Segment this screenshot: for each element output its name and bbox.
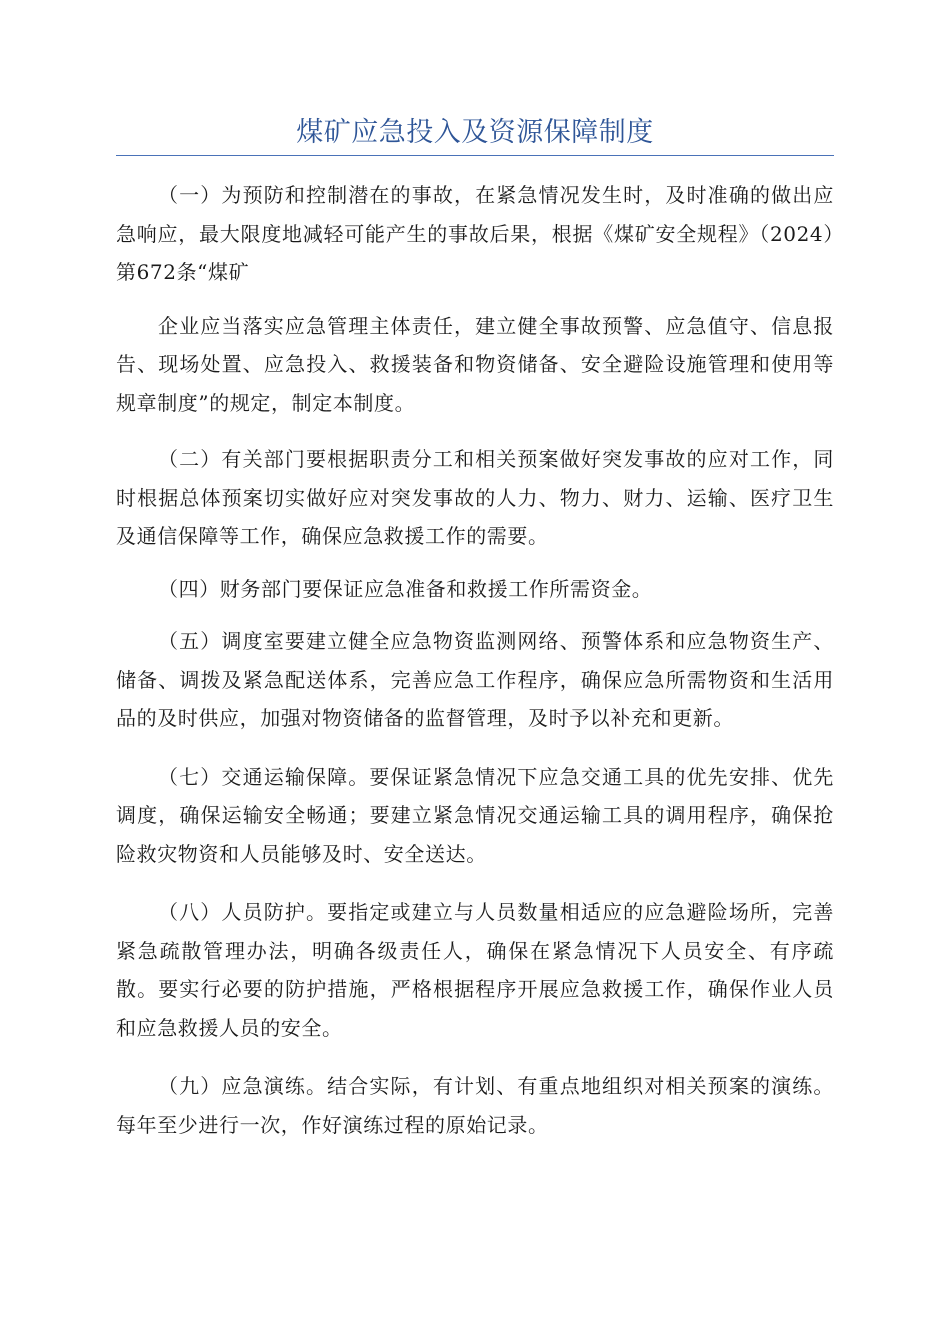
paragraph-3: （二）有关部门要根据职责分工和相关预案做好突发事故的应对工作，同时根据总体预案切实做好应对突发事故的人力、物力、财力、运输、医疗卫生及通信保障等工作，确保应急救援工作的需要。 <box>116 447 834 548</box>
title-underline <box>116 155 834 156</box>
paragraph-8: （九）应急演练。结合实际，有计划、有重点地组织对相关预案的演练。每年至少进行一次，作好演练过程的原始记录。 <box>116 1074 834 1137</box>
paragraph-5: （五）调度室要建立健全应急物资监测网络、预警体系和应急物资生产、储备、调拨及紧急配送体系，完善应急工作程序，确保应急所需物资和生活用品的及时供应，加强对物资储备的监督管理，及时予以补充和更新。 <box>116 629 834 730</box>
paragraph-6: （七）交通运输保障。要保证紧急情况下应急交通工具的优先安排、优先调度，确保运输安全畅通；要建立紧急情况交通运输工具的调用程序，确保抢险救灾物资和人员能够及时、安全送达。 <box>116 764 834 866</box>
paragraph-2: 企业应当落实应急管理主体责任，建立健全事故预警、应急值守、信息报告、现场处置、应急投入、救援装备和物资储备、安全避险设施管理和使用等规章制度”的规定，制定本制度。 <box>116 313 834 415</box>
paragraph-4: （四）财务部门要保证应急准备和救援工作所需资金。 <box>158 576 653 601</box>
paragraph-1: （一）为预防和控制潜在的事故，在紧急情况发生时，及时准确的做出应急响应，最大限度地减轻可能产生的事故后果，根据《煤矿安全规程》（2024）第672条“煤矿 <box>116 183 834 284</box>
document-title: 煤矿应急投入及资源保障制度 <box>296 117 654 148</box>
document-body <box>116 176 834 1144</box>
paragraph-7: （八）人员防护。要指定或建立与人员数量相适应的应急避险场所，完善紧急疏散管理办法，明确各级责任人，确保在紧急情况下人员安全、有序疏散。要实行必要的防护措施，严格根据程序开展应急救援工作，确保作业人员和应急救援人员的安全。 <box>116 900 834 1040</box>
